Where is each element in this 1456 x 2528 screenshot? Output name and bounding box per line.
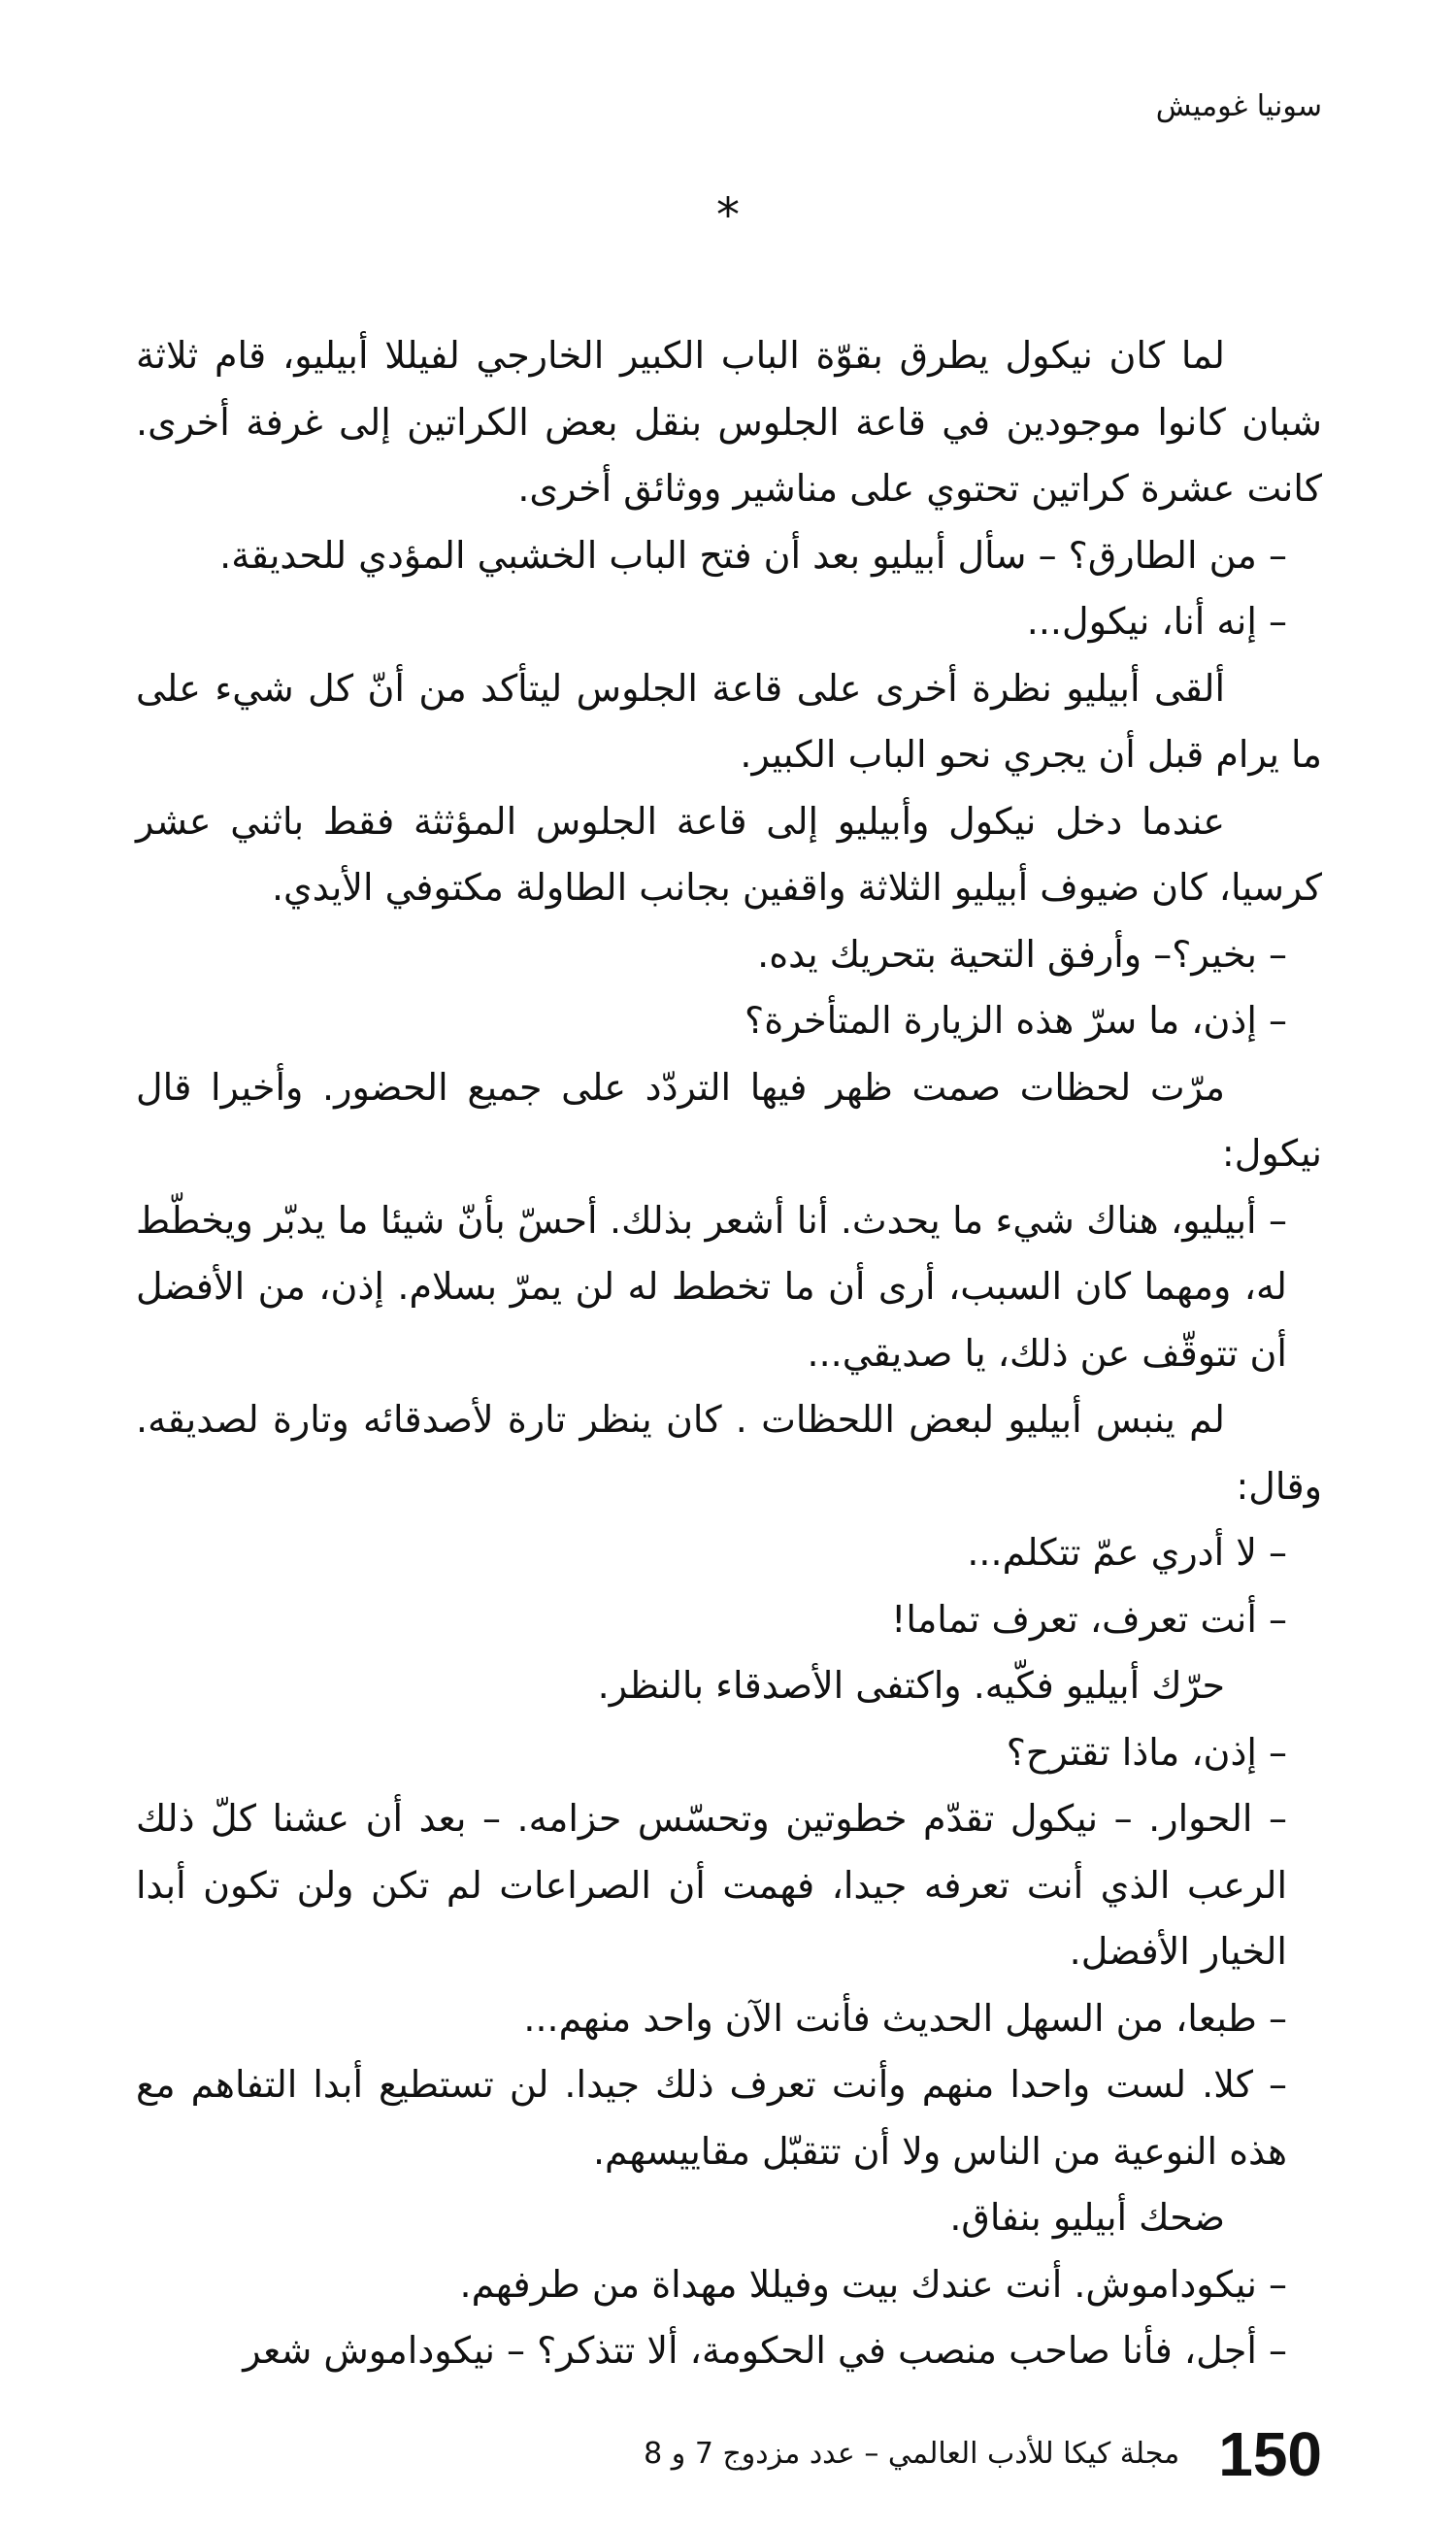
paragraph: – بخير؟– وأرفق التحية بتحريك يده.	[757, 932, 1287, 976]
paragraph: – لا أدري عمّ تتكلم...	[967, 1531, 1287, 1574]
running-header-author: سونيا غوميش	[1155, 89, 1322, 123]
paragraph: – أجل، فأنا صاحب منصب في الحكومة، ألا تتذكر؟ – نيكوداموش شعر	[243, 2329, 1287, 2372]
paragraph: – إذن، ما سرّ هذه الزيارة المتأخرة؟	[745, 999, 1287, 1042]
paragraph: – إنه أنا، نيكول...	[1026, 600, 1287, 643]
paragraph: – أنت تعرف، تعرف تماما!	[891, 1597, 1287, 1641]
paragraph: مرّت لحظات صمت ظهر فيها التردّد على جميع الحضور. وأخيرا قال نيكول:	[136, 1065, 1322, 1175]
paragraph: – إذن، ماذا تقترح؟	[1006, 1730, 1287, 1774]
section-break-asterisk: *	[716, 188, 740, 243]
paragraph: – نيكوداموش. أنت عندك بيت وفيللا مهداة من طرفهم.	[459, 2262, 1287, 2306]
paragraph: حرّك أبيليو فكّيه. واكتفى الأصدقاء بالنظر.	[597, 1664, 1225, 1707]
paragraph: – أبيليو، هناك شيء ما يحدث. أنا أشعر بذلك. أحسّ بأنّ شيئا ما يدبّر ويخطّط له، ومهما كان السبب، أرى أن ما تخطط له لن يمرّ بسلام. إذن، من الأفضل أن تتوقّف عن ذلك، يا صديقي...	[136, 1198, 1287, 1375]
paragraph: – الحوار. – نيكول تقدّم خطوتين وتحسّس حزامه. – بعد أن عشنا كلّ ذلك الرعب الذي أنت تعرفه جيدا، فهمت أن الصراعات لم تكن ولن تكون أبدا الخيار الأفضل.	[136, 1797, 1287, 1973]
paragraph: لم ينبس أبيليو لبعض اللحظات . كان ينظر تارة لأصدقائه وتارة لصديقه. وقال:	[136, 1398, 1322, 1508]
paragraph: ضحك أبيليو بنفاق.	[949, 2196, 1225, 2239]
paragraph: – طبعا، من السهل الحديث فأنت الآن واحد منهم...	[523, 1996, 1287, 2040]
paragraph: ألقى أبيليو نظرة أخرى على قاعة الجلوس ليتأكد من أنّ كل شيء على ما يرام قبل أن يجري نحو الباب الكبير.	[136, 666, 1322, 776]
paragraph: عندما دخل نيكول وأبيليو إلى قاعة الجلوس المؤثثة فقط باثني عشر كرسيا، كان ضيوف أبيليو الثلاثة واقفين بجانب الطاولة مكتوفي الأيدي.	[136, 799, 1322, 909]
page-body	[136, 322, 1322, 2384]
page-footer	[136, 2415, 1322, 2493]
paragraph: – من الطارق؟ – سأل أبيليو بعد أن فتح الباب الخشبي المؤدي للحديقة.	[219, 533, 1287, 577]
page-number: 150	[1218, 2419, 1322, 2489]
paragraph: – كلا. لست واحدا منهم وأنت تعرف ذلك جيدا. لن تستطيع أبدا التفاهم مع هذه النوعية من الناس ولا أن تتقبّل مقاييسهم.	[136, 2063, 1287, 2173]
journal-title: مجلة كيكا للأدب العالمي – عدد مزدوج 7 و 8	[644, 2437, 1180, 2471]
paragraph: لما كان نيكول يطرق بقوّة الباب الكبير الخارجي لفيللا أبيليو، قام ثلاثة شبان كانوا موجودين في قاعة الجلوس بنقل بعض الكراتين إلى غرفة أخرى. كانت عشرة كراتين تحتوي على مناشير ووثائق أخرى.	[136, 334, 1322, 510]
